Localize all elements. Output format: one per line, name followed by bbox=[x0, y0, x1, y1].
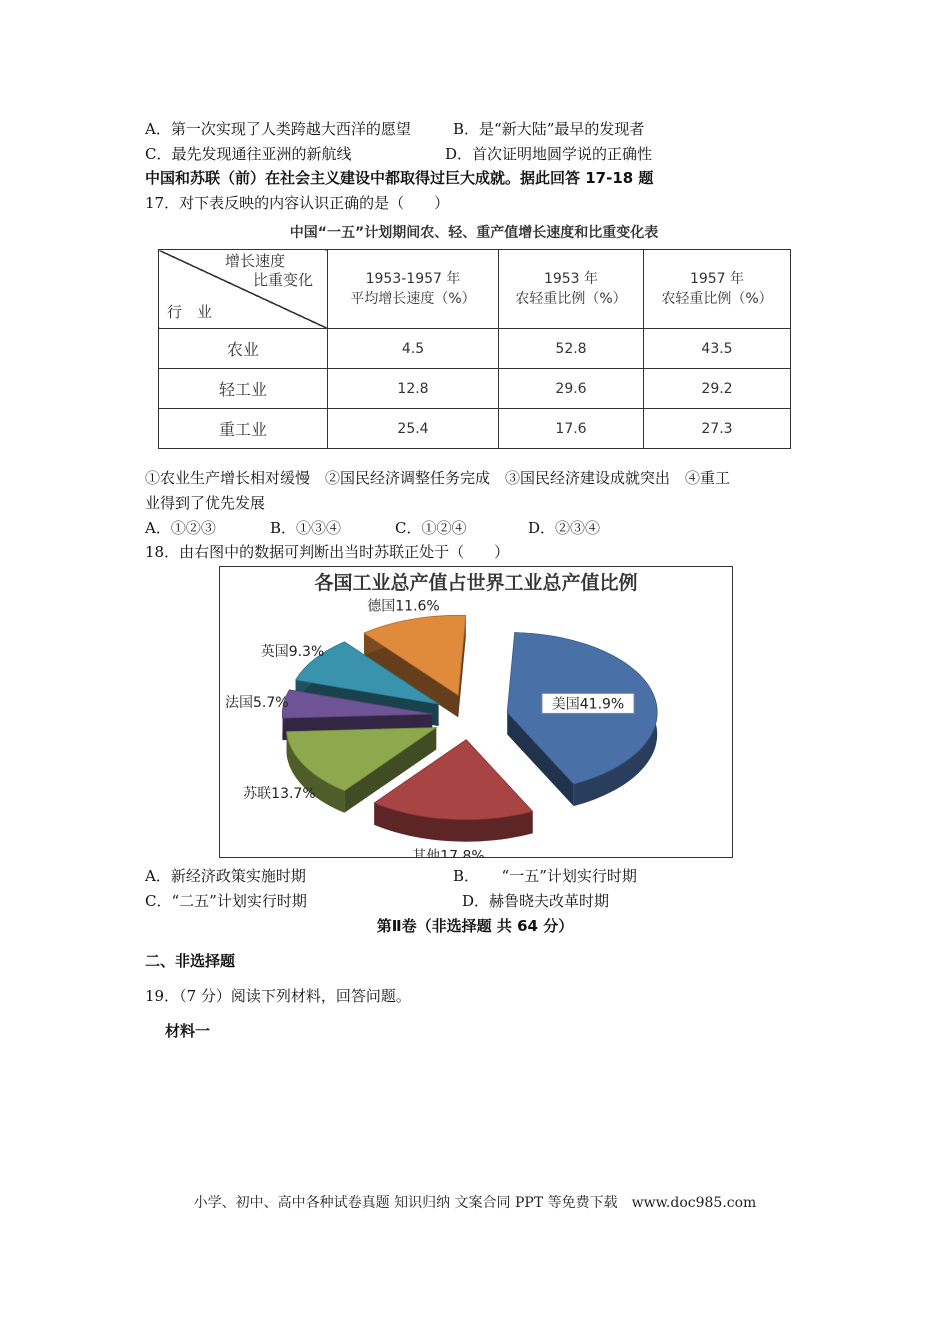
table-row: 轻工业 12.8 29.6 29.2 bbox=[159, 369, 791, 409]
q18-stem: 18．由右图中的数据可判断出当时苏联正处于（ ） bbox=[145, 543, 510, 561]
q19-stem: 19．（7 分）阅读下列材料，回答问题。 bbox=[145, 987, 411, 1005]
pie-label-美国: 美国41.9% bbox=[551, 696, 625, 713]
section-heading: 二、非选择题 bbox=[145, 952, 236, 970]
header-industry: 行 业 bbox=[167, 303, 213, 321]
table-row: 农业 4.5 52.8 43.5 bbox=[159, 329, 791, 369]
header-growth: 增长速度 bbox=[224, 252, 285, 270]
header-col2: 1953 年 农轻重比例（%） bbox=[499, 250, 644, 329]
q18-option-b: B． “一五”计划实行时期 bbox=[453, 867, 637, 885]
volume-title: 第Ⅱ卷（非选择题 共 64 分） bbox=[376, 917, 574, 935]
group-intro: 中国和苏联（前）在社会主义建设中都取得过巨大成就。据此回答 17-18 题 bbox=[145, 169, 654, 187]
footer-text: 小学、初中、高中各种试卷真题 知识归纳 文案合同 PPT 等免费下载 www.doc985.com bbox=[193, 1195, 757, 1211]
q17-option-a: A．①②③ bbox=[145, 519, 216, 537]
q17-stem: 17．对下表反映的内容认识正确的是（ ） bbox=[145, 194, 450, 212]
header-ratio: 比重变化 bbox=[252, 271, 313, 289]
q17-option-d: D．②③④ bbox=[528, 519, 601, 537]
table-title: 中国“一五”计划期间农、轻、重产值增长速度和比重变化表 bbox=[289, 225, 659, 241]
output-table bbox=[158, 249, 791, 449]
q17-statements-1: ①农业生产增长相对缓慢 ②国民经济调整任务完成 ③国民经济建设成就突出 ④重工 bbox=[145, 469, 731, 487]
chart-title: 各国工业总产值占世界工业总产值比例 bbox=[314, 572, 638, 594]
table-row: 重工业 25.4 17.6 27.3 bbox=[159, 409, 791, 449]
q16-option-a: A．第一次实现了人类跨越大西洋的愿望 bbox=[145, 120, 411, 138]
q18-option-a: A．新经济政策实施时期 bbox=[145, 867, 306, 885]
pie-label-法国: 法国5.7% bbox=[225, 695, 289, 711]
pie-label-英国: 英国9.3% bbox=[260, 643, 325, 660]
pie-chart-svg bbox=[220, 567, 732, 857]
pie-chart bbox=[219, 566, 733, 858]
q16-option-c: C．最先发现通往亚洲的新航线 bbox=[145, 145, 352, 163]
header-col3: 1957 年 农轻重比例（%） bbox=[644, 250, 791, 329]
pie-label-苏联: 苏联13.7% bbox=[243, 786, 316, 803]
q17-option-c: C．①②④ bbox=[395, 519, 467, 537]
q16-option-d: D．首次证明地圆学说的正确性 bbox=[445, 145, 653, 163]
header-col1: 1953-1957 年 平均增长速度（%） bbox=[328, 250, 499, 329]
pie-label-其他: 其他17.8% bbox=[412, 848, 485, 857]
table-corner-header bbox=[159, 250, 328, 329]
pie-label-德国: 德国11.6% bbox=[367, 598, 440, 615]
q16-option-b: B．是“新大陆”最早的发现者 bbox=[453, 120, 645, 138]
q18-option-c: C．“二五”计划实行时期 bbox=[145, 892, 307, 910]
q17-statements-2: 业得到了优先发展 bbox=[145, 494, 266, 512]
material-1-label: 材料一 bbox=[165, 1022, 211, 1040]
pie-slice-美国 bbox=[507, 632, 657, 806]
q17-option-b: B．①③④ bbox=[270, 519, 342, 537]
q18-option-d: D．赫鲁晓夫改革时期 bbox=[462, 892, 610, 910]
